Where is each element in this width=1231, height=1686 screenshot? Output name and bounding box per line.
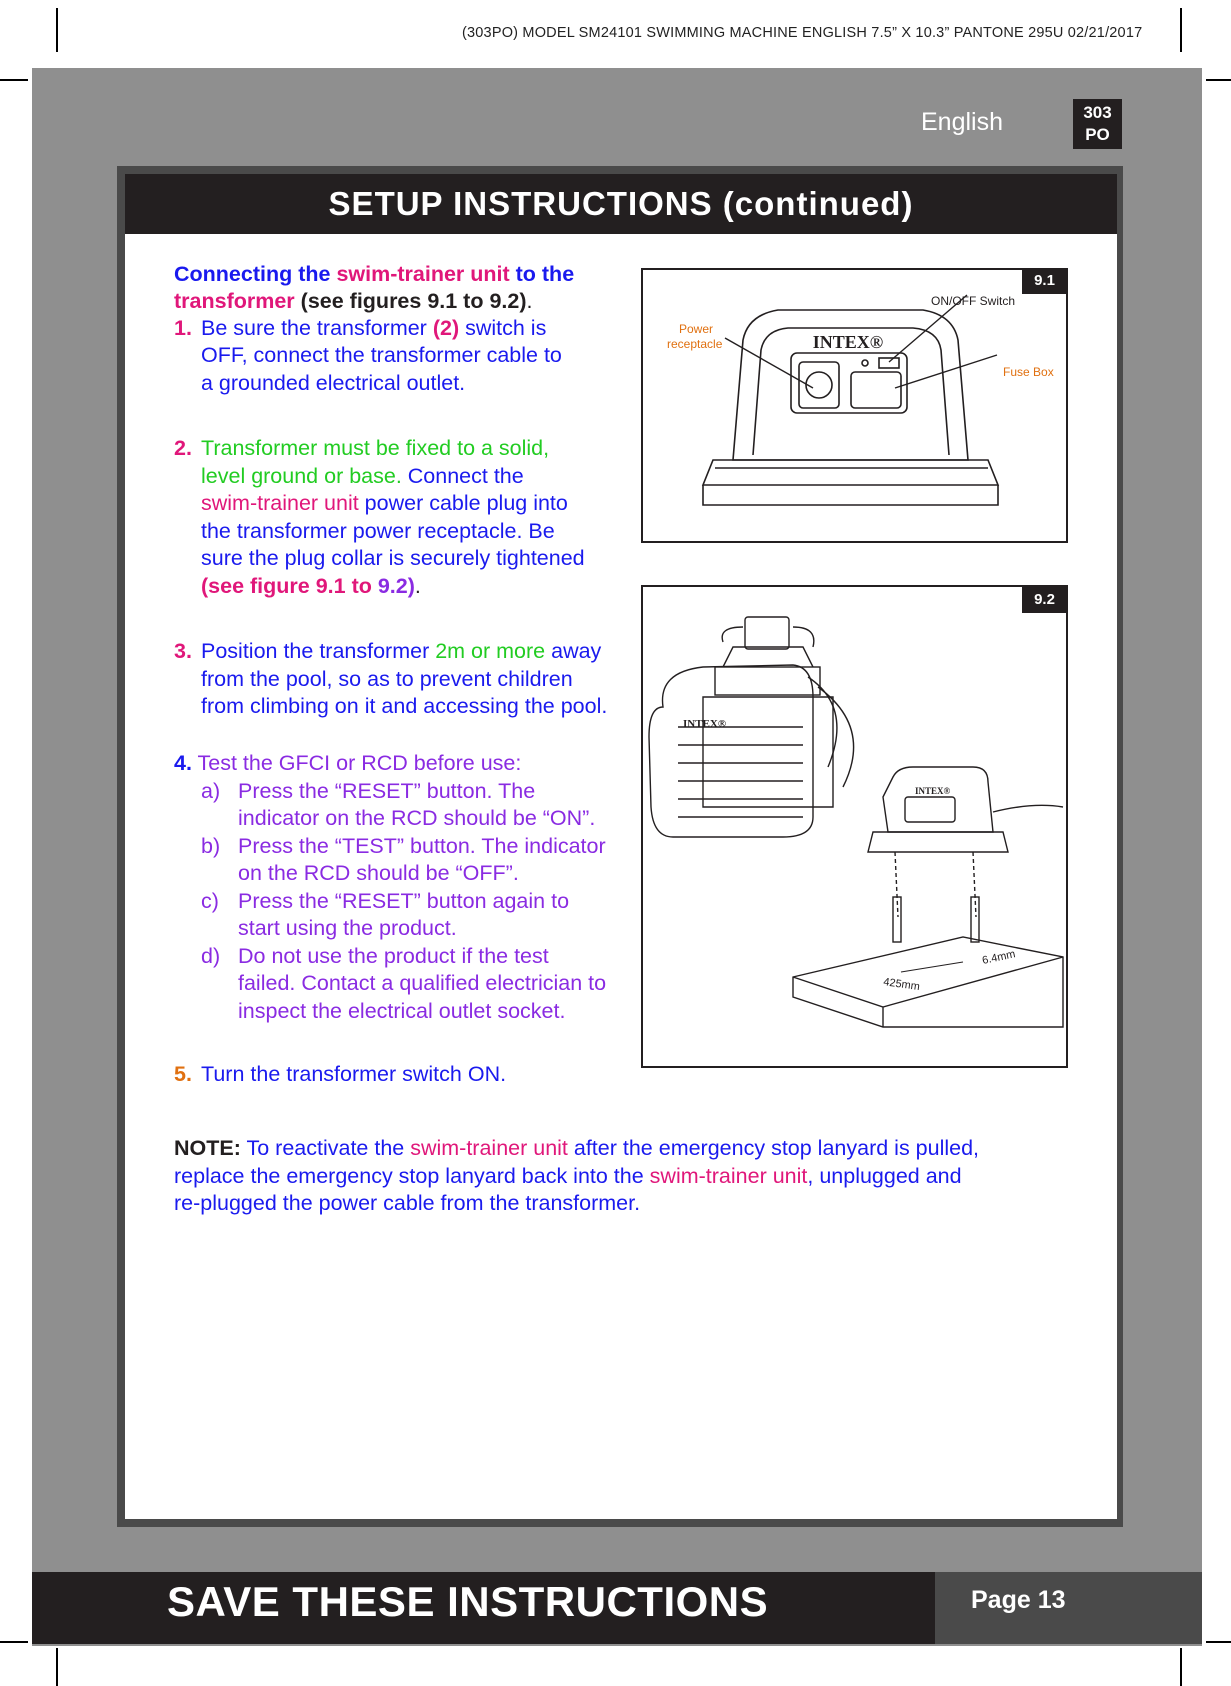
step-4a-line-2: indicator on the RCD should be “ON”. bbox=[238, 806, 596, 830]
intro-line-1: Connecting the swim-trainer unit to the bbox=[174, 262, 575, 286]
step-4d-line-2: failed. Contact a qualified electrician to bbox=[238, 971, 607, 995]
step-2-line-3: swim-trainer unit power cable plug into bbox=[201, 491, 568, 515]
crop-mark bbox=[56, 8, 58, 52]
step-3-line-2: from the pool, so as to prevent children bbox=[201, 667, 573, 691]
step-3-line-1: Position the transformer 2m or more away bbox=[201, 639, 602, 663]
crop-mark bbox=[1206, 1641, 1231, 1643]
step-1-line-2: OFF, connect the transformer cable to bbox=[201, 343, 562, 367]
step-4d-label: d) bbox=[201, 944, 221, 968]
on-off-switch-callout: ON/OFF Switch bbox=[931, 294, 1016, 308]
crop-mark bbox=[1180, 1648, 1182, 1686]
intex-brand-logo: INTEX® bbox=[812, 332, 884, 352]
note-line-1: NOTE: To reactivate the swim-trainer unit after the emergency stop lanyard is pulled, bbox=[174, 1136, 980, 1160]
figure-9-1-label: 9.1 bbox=[1022, 268, 1067, 294]
step-4b-label: b) bbox=[201, 834, 221, 858]
step-2-line-1: Transformer must be fixed to a solid, bbox=[201, 436, 550, 460]
model-code-line1: 303 bbox=[1083, 103, 1112, 122]
power-receptacle-callout-2: receptacle bbox=[667, 337, 723, 351]
model-code-line2: PO bbox=[1085, 125, 1110, 144]
step-4a-line-1: Press the “RESET” button. The bbox=[238, 779, 536, 803]
installation-illustration bbox=[643, 587, 1066, 1066]
step-4b-line-2: on the RCD should be “OFF”. bbox=[238, 861, 519, 885]
step-4d-line-1: Do not use the product if the test bbox=[238, 944, 549, 968]
page-title: SETUP INSTRUCTIONS (continued) bbox=[328, 185, 914, 222]
step-3-line-3: from climbing on it and accessing the pool. bbox=[201, 694, 608, 718]
crop-mark bbox=[56, 1648, 58, 1686]
transformer-brand-logo: INTEX® bbox=[915, 786, 951, 796]
figure-9-2 bbox=[641, 585, 1068, 1068]
language-label: English bbox=[921, 108, 1003, 136]
step-2-line-4: the transformer power receptacle. Be bbox=[201, 519, 555, 543]
step-5-line-1: Turn the transformer switch ON. bbox=[201, 1062, 507, 1086]
step-4d-line-3: inspect the electrical outlet socket. bbox=[238, 999, 566, 1023]
print-spec-line: (303PO) MODEL SM24101 SWIMMING MACHINE ENGLISH 7.5” X 10.3” PANTONE 295U 02/21/2017 bbox=[462, 25, 1143, 41]
step-5-number: 5. bbox=[174, 1062, 192, 1086]
step-4-line-1: 4. Test the GFCI or RCD before use: bbox=[174, 751, 522, 775]
step-4c-label: c) bbox=[201, 889, 219, 913]
crop-mark bbox=[1180, 8, 1182, 52]
note-line-3: re-plugged the power cable from the transformer. bbox=[174, 1191, 641, 1215]
save-instructions-banner: SAVE THESE INSTRUCTIONS bbox=[167, 1578, 769, 1625]
crop-mark bbox=[1206, 79, 1231, 81]
note-line-2: replace the emergency stop lanyard back into the swim-trainer unit, unplugged and bbox=[174, 1164, 962, 1188]
power-receptacle-callout-1: Power bbox=[679, 322, 714, 336]
step-3-number: 3. bbox=[174, 639, 192, 663]
page-number: Page 13 bbox=[971, 1586, 1066, 1614]
crop-mark bbox=[0, 79, 28, 81]
step-1-line-3: a grounded electrical outlet. bbox=[201, 371, 466, 395]
step-2-line-5: sure the plug collar is securely tightened bbox=[201, 546, 585, 570]
crop-mark bbox=[0, 1641, 28, 1643]
model-code-badge bbox=[1073, 99, 1122, 149]
step-1-line-1: Be sure the transformer (2) switch is bbox=[201, 316, 547, 340]
transformer-illustration bbox=[643, 270, 1066, 541]
step-2-line-2: level ground or base. Connect the bbox=[201, 464, 524, 488]
step-4a-label: a) bbox=[201, 779, 221, 803]
figure-9-2-label: 9.2 bbox=[1022, 587, 1067, 613]
dimension-6-4mm: 6.4mm bbox=[981, 948, 1017, 967]
step-2-number: 2. bbox=[174, 436, 192, 460]
step-2-line-6: (see figure 9.1 to 9.2). bbox=[201, 574, 421, 598]
fuse-box-callout: Fuse Box bbox=[1003, 365, 1054, 379]
step-4b-line-1: Press the “TEST” button. The indicator bbox=[238, 834, 606, 858]
step-4c-line-1: Press the “RESET” button again to bbox=[238, 889, 570, 913]
step-1-number: 1. bbox=[174, 316, 192, 340]
swim-trainer-brand-logo: INTEX® bbox=[683, 718, 727, 730]
intro-line-2: transformer (see figures 9.1 to 9.2). bbox=[174, 289, 533, 313]
dimension-425mm: 425mm bbox=[882, 976, 921, 994]
figure-9-1 bbox=[641, 268, 1068, 543]
step-4c-line-2: start using the product. bbox=[238, 916, 457, 940]
